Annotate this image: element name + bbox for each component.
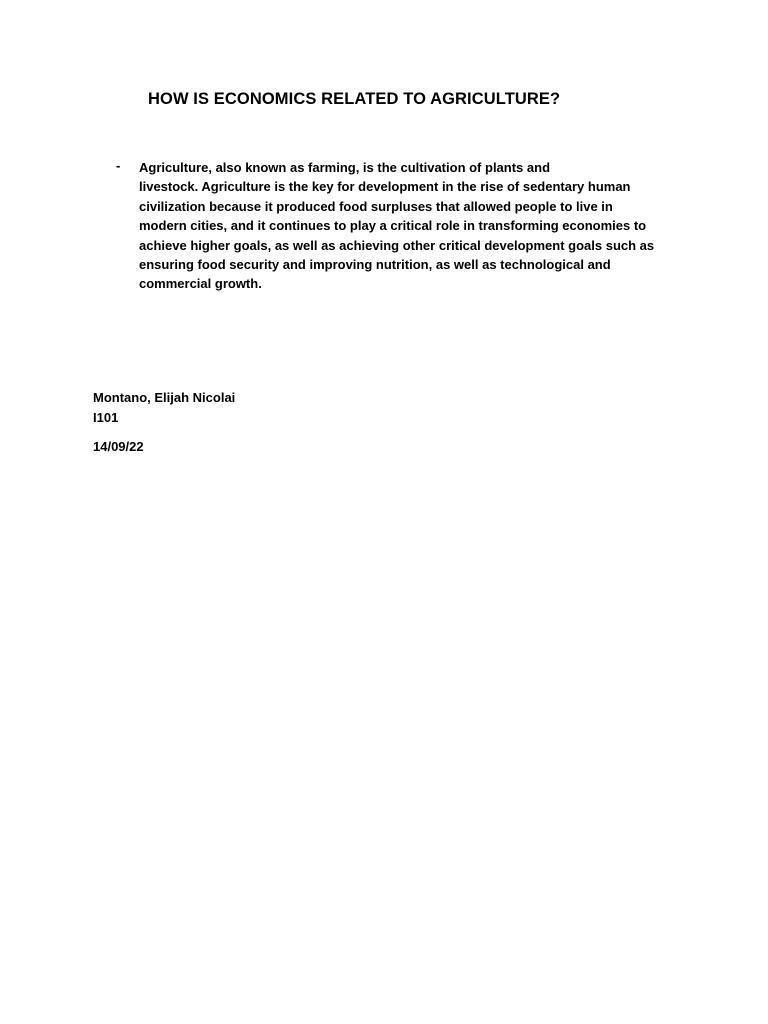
paragraph-line: commercial growth. bbox=[139, 276, 262, 292]
body-paragraph bbox=[139, 158, 679, 294]
paragraph-line: civilization because it produced food surpluses that allowed people to live in bbox=[139, 198, 613, 214]
page-title: HOW IS ECONOMICS RELATED TO AGRICULTURE? bbox=[148, 90, 561, 108]
paragraph-line: Agriculture, also known as farming, is the cultivation of plants and bbox=[139, 160, 551, 175]
author-name: Montano, Elijah Nicolai bbox=[93, 390, 236, 405]
paragraph-line: ensuring food security and improving nutrition, as well as technological and bbox=[139, 257, 611, 273]
bullet-marker: - bbox=[116, 158, 121, 173]
paragraph-line: modern cities, and it continues to play a critical role in transforming economies to bbox=[139, 218, 647, 234]
paragraph-line: achieve higher goals, as well as achieving other critical development goals such as bbox=[139, 237, 655, 253]
class-section: I101 bbox=[93, 410, 119, 425]
document-date: 14/09/22 bbox=[93, 439, 144, 454]
paragraph-line: livestock. Agriculture is the key for development in the rise of sedentary human bbox=[139, 179, 631, 195]
